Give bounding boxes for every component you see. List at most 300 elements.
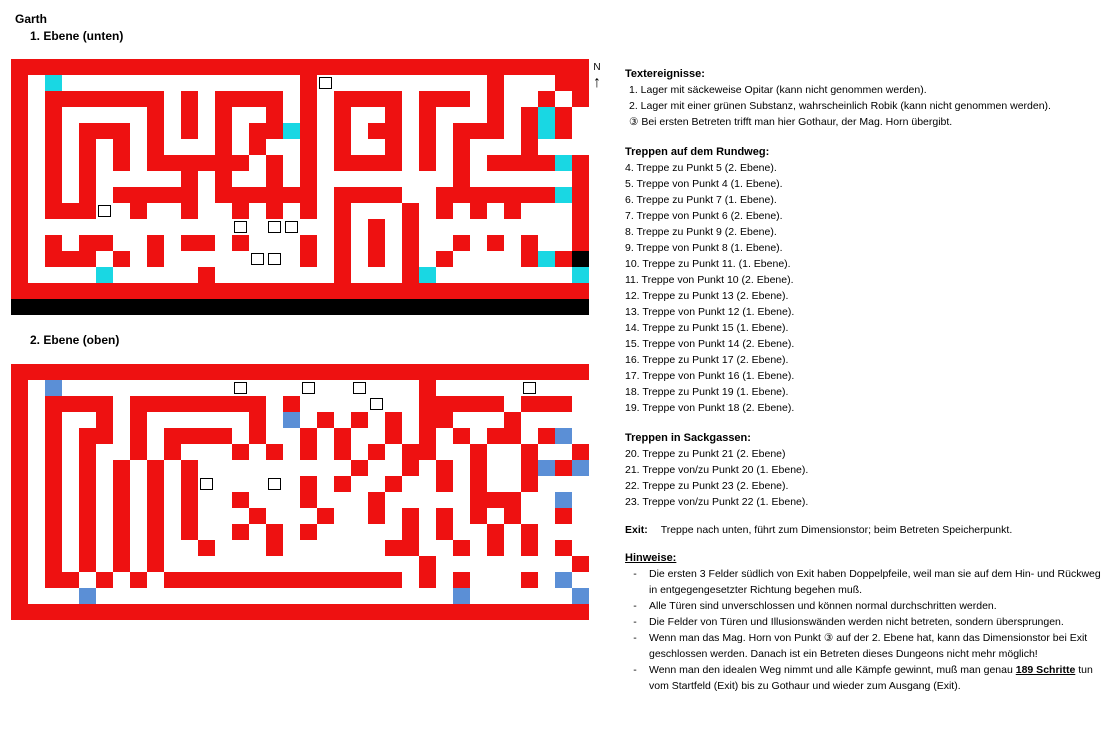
wall-cell [504,492,521,508]
floor-cell [504,123,521,139]
floor-cell [453,380,470,396]
floor-cell [538,171,555,187]
floor-cell [181,380,198,396]
floor-cell [283,428,300,444]
wall-cell [249,139,266,155]
floor-cell [96,588,113,604]
wall-cell [436,604,453,620]
floor-cell [436,155,453,171]
wall-cell [334,364,351,380]
floor-cell [215,380,232,396]
wall-cell [300,75,317,91]
wall-cell [334,219,351,235]
door-cell [266,476,283,492]
wall-cell [96,604,113,620]
wall-cell [113,187,130,203]
floor-cell [130,524,147,540]
wall-cell [334,155,351,171]
floor-cell [79,572,96,588]
floor-cell [419,235,436,251]
wall-cell [504,187,521,203]
door-cell [232,219,249,235]
wall-cell [11,588,28,604]
wall-cell [181,604,198,620]
stairs-round-item: 18. Treppe zu Punkt 19 (1. Ebene). [625,386,789,398]
floor-cell [487,460,504,476]
wall-cell [147,107,164,123]
wall-cell [215,364,232,380]
wall-cell [11,59,28,75]
floor-cell [130,251,147,267]
floor-cell [402,476,419,492]
stair-cell [538,123,555,139]
wall-cell [198,572,215,588]
wall-cell [300,107,317,123]
floor-cell [317,155,334,171]
wall-cell [130,428,147,444]
stairs-dead-item: 22. Treppe zu Punkt 23 (2. Ebene). [625,480,789,492]
wall-cell [164,444,181,460]
floor-cell [130,380,147,396]
wall-cell [419,556,436,572]
wall-cell [147,155,164,171]
wall-cell [487,155,504,171]
wall-cell [436,460,453,476]
floor-cell [572,107,589,123]
floor-cell [368,107,385,123]
wall-cell [232,572,249,588]
floor-cell [572,412,589,428]
wall-cell [453,283,470,299]
floor-cell [385,396,402,412]
wall-cell [487,604,504,620]
wall-cell [300,572,317,588]
floor-cell [232,123,249,139]
wall-cell [300,428,317,444]
floor-cell [164,123,181,139]
floor-cell [62,444,79,460]
wall-cell [11,75,28,91]
floor-cell [470,572,487,588]
wall-cell [113,251,130,267]
exit-label: Exit: [625,524,648,536]
floor-cell [283,524,300,540]
stairs-round-item: 9. Treppe von Punkt 8 (1. Ebene). [625,242,783,254]
floor-cell [385,203,402,219]
floor-cell [487,476,504,492]
wall-cell [300,283,317,299]
floor-cell [317,187,334,203]
floor-cell [317,267,334,283]
floor-cell [96,251,113,267]
wall-cell [11,476,28,492]
wall-cell [368,492,385,508]
wall-cell [164,604,181,620]
wall-cell [215,604,232,620]
wall-cell [79,203,96,219]
wall-cell [504,428,521,444]
wall-cell [232,492,249,508]
floor-cell [266,508,283,524]
stair-cell [572,588,589,604]
wall-cell [113,91,130,107]
floor-cell [96,139,113,155]
wall-cell [300,524,317,540]
wall-cell [181,572,198,588]
floor-cell [419,524,436,540]
floor-cell [572,428,589,444]
wall-cell [113,492,130,508]
map-level-2 [11,364,589,620]
floor-cell [232,476,249,492]
wall-cell [249,572,266,588]
floor-cell [62,476,79,492]
wall-cell [504,508,521,524]
floor-cell [164,492,181,508]
wall-cell [130,91,147,107]
wall-cell [130,364,147,380]
floor-cell [28,380,45,396]
stairs-round-item: 7. Treppe von Punkt 6 (2. Ebene). [625,210,783,222]
floor-cell [436,540,453,556]
floor-cell [572,396,589,412]
floor-cell [266,460,283,476]
wall-cell [181,123,198,139]
floor-cell [538,540,555,556]
floor-cell [79,380,96,396]
floor-cell [249,444,266,460]
wall-cell [555,540,572,556]
wall-cell [453,572,470,588]
floor-cell [334,396,351,412]
wall-cell [198,235,215,251]
floor-cell [351,540,368,556]
floor-cell [351,556,368,572]
floor-cell [45,588,62,604]
floor-cell [402,556,419,572]
wall-cell [538,428,555,444]
floor-cell [130,460,147,476]
wall-cell [79,123,96,139]
wall-cell [79,396,96,412]
floor-cell [487,412,504,428]
floor-cell [96,476,113,492]
floor-cell [147,428,164,444]
floor-cell [96,107,113,123]
stairs-dead-title: Treppen in Sackgassen: [625,432,751,444]
wall-cell [385,572,402,588]
wall-cell [130,412,147,428]
wall-cell [11,428,28,444]
floor-cell [436,588,453,604]
compass [591,62,603,92]
floor-cell [317,123,334,139]
wall-cell [385,540,402,556]
wall-cell [79,139,96,155]
floor-cell [215,412,232,428]
floor-cell [487,444,504,460]
floor-cell [164,235,181,251]
wall-cell [79,444,96,460]
wall-cell [164,59,181,75]
wall-cell [181,396,198,412]
floor-cell [113,380,130,396]
floor-cell [572,524,589,540]
wall-cell [300,139,317,155]
wall-cell [487,283,504,299]
floor-cell [334,540,351,556]
wall-cell [181,524,198,540]
wall-cell [232,396,249,412]
floor-cell [334,492,351,508]
floor-cell [164,139,181,155]
wall-cell [402,251,419,267]
wall-cell [45,283,62,299]
floor-cell [521,412,538,428]
floor-cell [385,75,402,91]
floor-cell [504,444,521,460]
stairs-dead-item: 21. Treppe von/zu Punkt 20 (1. Ebene). [625,464,809,476]
floor-cell [113,235,130,251]
wall-cell [419,444,436,460]
wall-cell [198,396,215,412]
wall-cell [351,364,368,380]
stair-cell [79,588,96,604]
wall-cell [334,139,351,155]
hint-text: Alle Türen sind unverschlossen und können normal durchschritten werden. [649,600,997,612]
wall-cell [487,492,504,508]
wall-cell [317,572,334,588]
wall-cell [300,59,317,75]
stairs-round-item: 6. Treppe zu Punkt 7 (1. Ebene). [625,194,777,206]
wall-cell [351,412,368,428]
floor-cell [28,155,45,171]
wall-cell [266,59,283,75]
floor-cell [487,139,504,155]
door-cell [283,219,300,235]
floor-cell [504,251,521,267]
wall-cell [11,444,28,460]
wall-cell [317,412,334,428]
floor-cell [436,107,453,123]
wall-cell [266,364,283,380]
floor-cell [419,588,436,604]
floor-cell [113,396,130,412]
wall-cell [130,187,147,203]
floor-cell [419,203,436,219]
wall-cell [538,604,555,620]
wall-cell [45,251,62,267]
wall-cell [385,59,402,75]
wall-cell [249,283,266,299]
floor-cell [538,444,555,460]
floor-cell [470,524,487,540]
floor-cell [113,588,130,604]
hint-item: - Alle Türen sind unverschlossen und können normal durchschritten werden. [633,600,997,612]
floor-cell [555,219,572,235]
wall-cell [198,364,215,380]
wall-cell [249,428,266,444]
floor-cell [130,492,147,508]
wall-cell [470,476,487,492]
wall-cell [572,283,589,299]
wall-cell [113,556,130,572]
stair-cell [538,107,555,123]
floor-cell [317,219,334,235]
wall-cell [283,364,300,380]
floor-cell [249,203,266,219]
wall-cell [504,283,521,299]
wall-cell [368,251,385,267]
floor-cell [96,540,113,556]
wall-cell [300,251,317,267]
wall-cell [572,556,589,572]
floor-cell [215,444,232,460]
wall-cell [266,171,283,187]
wall-cell [62,396,79,412]
floor-cell [62,75,79,91]
floor-cell [96,460,113,476]
wall-cell [453,235,470,251]
floor-cell [538,524,555,540]
floor-cell [572,139,589,155]
legend-panel [625,60,1105,694]
wall-cell [232,364,249,380]
floor-cell [368,524,385,540]
floor-cell [45,267,62,283]
floor-cell [385,460,402,476]
wall-cell [334,283,351,299]
floor-cell [266,556,283,572]
floor-cell [538,412,555,428]
stair-cell [572,267,589,283]
floor-cell [453,556,470,572]
wall-cell [79,59,96,75]
floor-cell [28,476,45,492]
wall-cell [385,604,402,620]
wall-cell [11,380,28,396]
floor-cell [436,171,453,187]
wall-cell [351,155,368,171]
wall-cell [147,187,164,203]
floor-cell [28,187,45,203]
wall-cell [45,444,62,460]
wall-cell [419,380,436,396]
floor-cell [198,139,215,155]
wall-cell [555,460,572,476]
wall-cell [45,428,62,444]
floor-cell [130,171,147,187]
floor-cell [130,75,147,91]
floor-cell [28,91,45,107]
wall-cell [232,235,249,251]
floor-cell [300,267,317,283]
wall-cell [521,476,538,492]
floor-cell [504,380,521,396]
floor-cell [266,396,283,412]
wall-cell [521,139,538,155]
floor-cell [283,540,300,556]
compass-label: N [593,62,601,73]
floor-cell [334,524,351,540]
floor-cell [249,460,266,476]
floor-cell [283,235,300,251]
floor-cell [249,235,266,251]
stairs-round-item: 12. Treppe zu Punkt 13 (2. Ebene). [625,290,789,302]
wall-cell [249,604,266,620]
wall-cell [334,235,351,251]
floor-cell [436,492,453,508]
wall-cell [11,572,28,588]
wall-cell [351,91,368,107]
floor-cell [164,460,181,476]
wall-cell [11,508,28,524]
wall-cell [572,187,589,203]
text-event-item: ③ Bei ersten Betreten trifft man hier Gothaur, der Mag. Horn übergibt. [629,116,953,128]
wall-cell [215,187,232,203]
floor-cell [521,171,538,187]
floor-cell [436,556,453,572]
wall-cell [130,396,147,412]
wall-cell [504,412,521,428]
floor-cell [198,75,215,91]
floor-cell [215,476,232,492]
floor-cell [232,556,249,572]
floor-cell [368,556,385,572]
wall-cell [538,364,555,380]
floor-cell [453,267,470,283]
door-cell [232,380,249,396]
floor-cell [266,267,283,283]
floor-cell [504,588,521,604]
hint-text: Die Felder von Türen und Illusionswänden werden nicht betreten, sondern übersprungen. [649,616,1064,628]
floor-cell [572,508,589,524]
wall-cell [147,235,164,251]
floor-cell [198,187,215,203]
floor-cell [232,412,249,428]
wall-cell [368,444,385,460]
wall-cell [487,91,504,107]
wall-cell [79,508,96,524]
wall-cell [334,123,351,139]
wall-cell [147,251,164,267]
floor-cell [504,219,521,235]
wall-cell [470,283,487,299]
floor-cell [28,588,45,604]
floor-cell [334,412,351,428]
floor-cell [538,219,555,235]
floor-cell [368,203,385,219]
wall-cell [79,155,96,171]
floor-cell [504,139,521,155]
wall-cell [487,123,504,139]
floor-cell [317,492,334,508]
wall-cell [79,364,96,380]
floor-cell [368,476,385,492]
text-events-title: Textereignisse: [625,68,705,80]
door-cell [266,251,283,267]
stairs-round-item: 11. Treppe von Punkt 10 (2. Ebene). [625,274,794,286]
floor-cell [317,476,334,492]
wall-cell [79,428,96,444]
wall-cell [198,155,215,171]
wall-cell [215,59,232,75]
floor-cell [368,267,385,283]
wall-cell [198,604,215,620]
floor-cell [504,556,521,572]
floor-cell [419,508,436,524]
wall-cell [11,251,28,267]
